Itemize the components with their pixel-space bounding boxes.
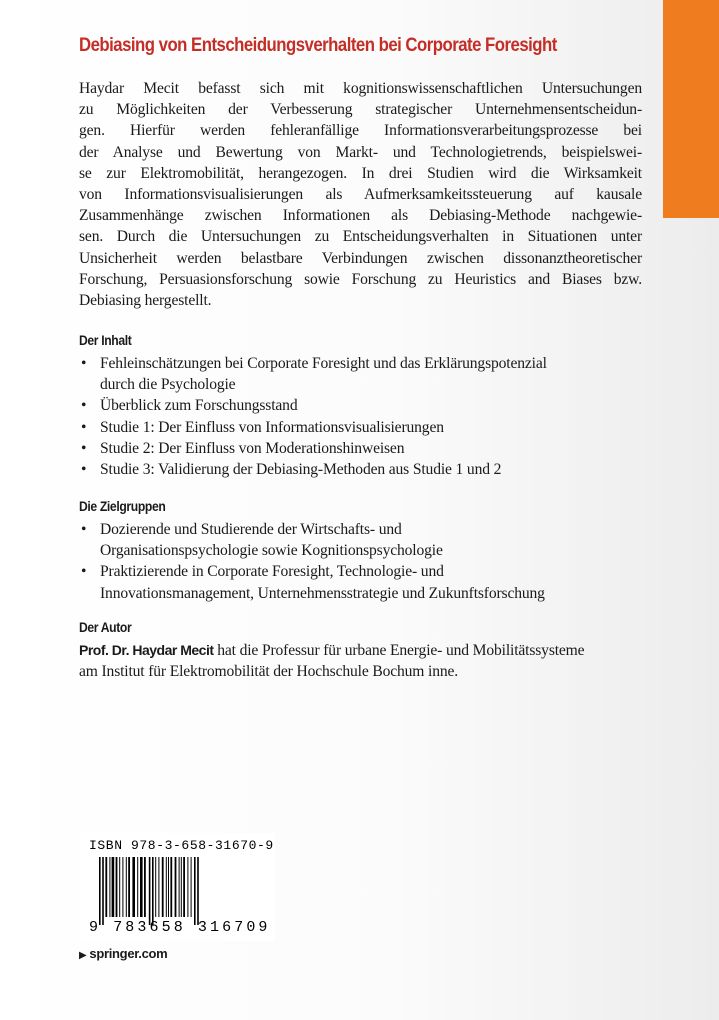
barcode-bar [132,857,135,917]
bullet-icon: • [81,355,87,372]
orange-corner-tab [663,0,719,218]
list-item: • Studie 2: Der Einfluss von Moderationshinweisen [79,438,649,459]
intro-paragraph [79,78,642,311]
list-item: • Praktizierende in Corporate Foresight, Technologie- und Innovationsmanagement, Unternehmensstrategie und Zukunftsforschung [81,563,545,602]
barcode-bar [155,857,156,917]
bullet-icon: • [81,418,87,436]
triangle-right-icon: ▶ [79,950,87,961]
intro-line: Unsicherheit werden belastbare Verbindungen zwischen dissonanztheoretischer [79,249,642,267]
author-name: Prof. Dr. Haydar Mecit [79,642,214,658]
barcode-bar [197,857,199,925]
bullet-icon: • [81,397,87,415]
barcode-bar [175,857,177,917]
intro-line: sen. Durch die Untersuchungen zu Entscheidungsverhalten in Situationen unter [79,228,642,246]
barcode-bar [140,857,143,917]
barcode-bar [99,857,101,925]
barcode-bar [137,857,138,917]
section-heading-autor: Der Autor [79,620,132,635]
barcode-bar [112,857,115,917]
intro-line: Zusammenhänge zwischen Informationen als Debiasing-Methode nachgewie- [79,207,642,225]
section-heading-inhalt: Der Inhalt [79,333,132,348]
intro-line: Haydar Mecit befasst sich mit kognitionswissenschaftlichen Untersuchungen [79,80,642,97]
barcode-bar [181,857,182,917]
bullet-icon: • [81,563,87,581]
barcode-bar [194,857,196,925]
barcode-bar [122,857,123,917]
isbn-barcode [79,833,275,941]
barcode-bar [105,857,107,917]
book-title: Debiasing von Entscheidungsverhalten bei Corporate Foresight [79,34,557,56]
barcode-bar [119,857,120,917]
zielgruppen-list [79,519,649,604]
barcode-bar [152,857,154,925]
barcode-bar [187,857,188,917]
barcode-bar [144,857,146,917]
intro-line: se zur Elektromobilität, herangezogen. In drei Studien wird die Wirksamkeit [79,164,642,182]
intro-line: Forschung, Persuasionsforschung sowie Forschung zu Heuristics and Biases bzw. [79,270,642,288]
bullet-icon: • [81,439,87,457]
intro-line: zu Möglichkeiten der Verbesserung strategischer Unternehmensentscheidun- [79,101,642,119]
barcode-bar [179,857,180,917]
barcode-bar [183,857,185,917]
list-item: • Überblick zum Forschungsstand [79,395,649,416]
barcode-bar [170,857,172,917]
barcode-bar [166,857,167,917]
bullet-icon: • [81,461,87,479]
barcode-bar [162,857,164,917]
barcode-bar [116,857,118,917]
bullet-icon: • [81,521,87,538]
barcode-bar [191,857,192,917]
isbn-label: ISBN 978-3-658-31670-9 [89,838,274,853]
barcode-bar [168,857,169,917]
list-item: • Studie 1: Der Einfluss von Informationsvisualisierungen [79,417,649,438]
intro-line: der Analyse und Bewertung von Markt- und Technologietrends, beispielswei- [79,143,642,161]
barcode-bar [102,857,104,925]
barcode-bar [128,857,130,917]
list-item: • Dozierende und Studierende der Wirtschafts- und Organisationspsychologie sowie Kognitionspsychologie [81,521,443,560]
springer-link[interactable]: ▶ springer.com [79,946,168,961]
author-line: Prof. Dr. Haydar Mecit hat die Professur für urbane Energie- und Mobilitätssysteme [79,642,585,659]
barcode-bar [158,857,159,917]
intro-line: gen. Hierfür werden fehleranfällige Informationsverarbeitungsprozesse bei [79,122,642,140]
list-item: • Studie 3: Validierung der Debiasing-Methoden aus Studie 1 und 2 [79,459,649,480]
barcode-bar [126,857,127,917]
list-item: • Fehleinschätzungen bei Corporate Foresight und das Erklärungspotenzial durch die Psychologie [81,355,547,394]
intro-line: Debiasing hergestellt. [79,292,212,310]
barcode-bar [109,857,110,917]
section-heading-zielgruppen: Die Zielgruppen [79,499,166,514]
author-paragraph [79,640,659,682]
barcode-bar [149,857,151,925]
barcode-digits: 9 783658 316709 [89,919,271,936]
author-line: am Institut für Elektromobilität der Hochschule Bochum inne. [79,663,459,681]
inhalt-list [79,353,649,480]
intro-line: von Informationsvisualisierungen als Aufmerksamkeitssteuerung auf kausale [79,186,642,204]
